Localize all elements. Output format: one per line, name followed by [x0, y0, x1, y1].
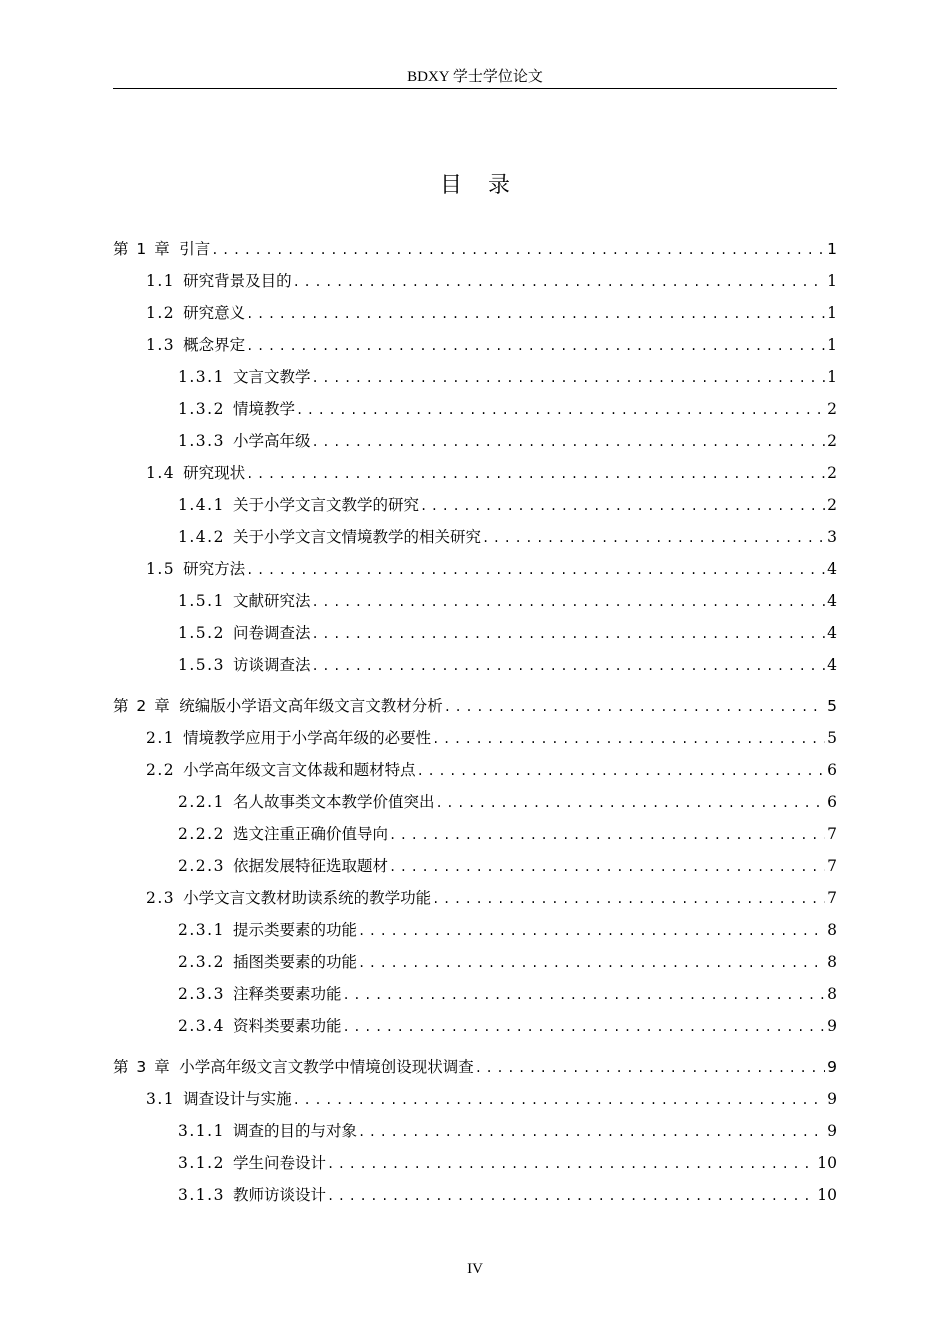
dot-leader	[311, 586, 825, 618]
toc-entry-page: 3	[827, 528, 837, 546]
toc-entry-page: 1	[827, 272, 837, 290]
toc-entry-number: 1.3.2	[178, 400, 225, 418]
dot-leader	[311, 618, 825, 650]
dot-leader	[389, 851, 825, 883]
toc-entry-page: 10	[817, 1154, 837, 1172]
dot-leader	[358, 1116, 825, 1148]
toc-entry-number: 1.4	[146, 464, 176, 482]
toc-entry-page: 8	[827, 985, 837, 1003]
toc-entry-number: 1.3	[146, 336, 176, 354]
toc-entry-number: 第 3 章	[113, 1058, 172, 1076]
toc-entry-number: 1.3.3	[178, 432, 225, 450]
toc-entry-label: 关于小学文言文教学的研究	[232, 496, 419, 514]
toc-entry[interactable]	[113, 1179, 837, 1211]
toc-entry-number: 1.4.1	[178, 496, 225, 514]
toc-entry[interactable]	[113, 914, 837, 946]
toc-entry-page: 2	[827, 496, 837, 514]
toc-entry[interactable]	[113, 649, 837, 681]
toc-entry-number: 3.1.3	[178, 1186, 225, 1204]
dot-leader	[246, 298, 825, 330]
toc-entry-number: 2.2.1	[178, 793, 225, 811]
toc-entry[interactable]	[113, 265, 837, 297]
toc-entry-number: 1.1	[146, 272, 176, 290]
toc-entry[interactable]	[113, 850, 837, 882]
toc-entry-label: 统编版小学语文高年级文言文教材分析	[179, 697, 443, 715]
toc-entry-number: 1.5	[146, 560, 176, 578]
toc-entry-page: 7	[827, 889, 837, 907]
toc-entry-label: 小学高年级	[232, 432, 311, 450]
toc-entry-page: 2	[827, 400, 837, 418]
toc-entry-number: 2.3.1	[178, 921, 225, 939]
toc-entry-page: 2	[827, 464, 837, 482]
toc-entry-label: 调查设计与实施	[183, 1090, 292, 1108]
toc-entry-page: 6	[827, 761, 837, 779]
dot-leader	[342, 979, 825, 1011]
toc-entry[interactable]	[113, 1115, 837, 1147]
dot-leader	[327, 1148, 815, 1180]
dot-leader	[420, 490, 825, 522]
toc-entry-page: 2	[827, 432, 837, 450]
toc-entry-number: 2.3.3	[178, 985, 225, 1003]
toc-entry-number: 1.5.3	[178, 656, 225, 674]
table-of-contents	[113, 233, 837, 1211]
toc-entry-label: 资料类要素功能	[232, 1017, 342, 1035]
toc-entry-label: 文献研究法	[232, 592, 311, 610]
toc-entry-label: 访谈调查法	[232, 656, 311, 674]
toc-entry-page: 1	[827, 368, 837, 386]
dot-leader	[246, 458, 825, 490]
dot-leader	[327, 1180, 815, 1212]
dot-leader	[296, 394, 825, 426]
toc-entry[interactable]	[113, 425, 837, 457]
toc-entry-label: 关于小学文言文情境教学的相关研究	[232, 528, 481, 546]
toc-entry-number: 1.5.1	[178, 592, 225, 610]
toc-entry-page: 4	[827, 592, 837, 610]
toc-entry-number: 1.4.2	[178, 528, 225, 546]
toc-entry[interactable]	[113, 978, 837, 1010]
toc-entry-page: 9	[827, 1122, 837, 1140]
toc-entry-number: 3.1.1	[178, 1122, 225, 1140]
toc-entry-page: 1	[827, 304, 837, 322]
toc-entry[interactable]	[113, 297, 837, 329]
dot-leader	[358, 947, 825, 979]
toc-entry-number: 第 1 章	[113, 240, 172, 258]
toc-entry-label: 情境教学	[232, 400, 295, 418]
toc-entry-label: 提示类要素的功能	[232, 921, 357, 939]
toc-entry-label: 研究背景及目的	[183, 272, 292, 290]
toc-entry-number: 1.2	[146, 304, 176, 322]
toc-title	[113, 168, 837, 204]
toc-entry-number: 3.1	[146, 1090, 176, 1108]
header-rule	[113, 88, 837, 89]
toc-entry-label: 小学高年级文言文体裁和题材特点	[183, 761, 416, 779]
toc-entry-label: 依据发展特征选取题材	[232, 857, 388, 875]
dot-leader	[435, 787, 825, 819]
dot-leader	[432, 883, 825, 915]
toc-entry-label: 教师访谈设计	[232, 1186, 326, 1204]
toc-entry[interactable]	[113, 1083, 837, 1115]
dot-leader	[246, 554, 825, 586]
toc-entry[interactable]	[113, 818, 837, 850]
toc-entry-label: 研究现状	[183, 464, 246, 482]
toc-entry[interactable]	[113, 946, 837, 978]
toc-entry-page: 4	[827, 624, 837, 642]
toc-entry-number: 2.3.2	[178, 953, 225, 971]
toc-entry-page: 10	[817, 1186, 837, 1204]
toc-entry[interactable]	[113, 521, 837, 553]
toc-entry-number: 2.2.2	[178, 825, 225, 843]
toc-entry-page: 7	[827, 825, 837, 843]
toc-entry[interactable]	[113, 489, 837, 521]
toc-entry-label: 概念界定	[183, 336, 246, 354]
toc-entry[interactable]	[113, 553, 837, 585]
page-number: IV	[467, 1261, 483, 1277]
toc-entry-label: 研究方法	[183, 560, 246, 578]
toc-entry-label: 情境教学应用于小学高年级的必要性	[183, 729, 432, 747]
toc-entry-page: 9	[827, 1017, 837, 1035]
dot-leader	[293, 266, 825, 298]
toc-entry[interactable]	[113, 1010, 837, 1042]
toc-entry[interactable]	[113, 329, 837, 361]
dot-leader	[358, 915, 825, 947]
toc-entry-page: 8	[827, 953, 837, 971]
toc-entry[interactable]	[113, 233, 837, 265]
toc-entry-label: 注释类要素功能	[232, 985, 342, 1003]
toc-entry[interactable]	[113, 393, 837, 425]
toc-entry[interactable]	[113, 1051, 837, 1083]
dot-leader	[293, 1084, 825, 1116]
toc-entry[interactable]	[113, 754, 837, 786]
toc-entry-number: 2.3.4	[178, 1017, 225, 1035]
toc-entry-page: 4	[827, 656, 837, 674]
toc-entry-label: 问卷调查法	[232, 624, 311, 642]
toc-entry-page: 1	[827, 336, 837, 354]
toc-entry-page: 7	[827, 857, 837, 875]
toc-title-char-2: 录	[488, 173, 511, 198]
toc-entry-page: 9	[827, 1090, 837, 1108]
toc-entry[interactable]	[113, 1147, 837, 1179]
dot-leader	[389, 819, 825, 851]
toc-entry[interactable]	[113, 722, 837, 754]
toc-entry-label: 小学文言文教材助读系统的教学功能	[183, 889, 432, 907]
toc-entry[interactable]	[113, 585, 837, 617]
toc-entry-label: 研究意义	[183, 304, 246, 322]
dot-leader	[246, 330, 825, 362]
toc-entry-number: 1.3.1	[178, 368, 225, 386]
toc-entry[interactable]	[113, 361, 837, 393]
toc-entry[interactable]	[113, 457, 837, 489]
toc-entry-label: 学生问卷设计	[232, 1154, 326, 1172]
toc-entry[interactable]	[113, 617, 837, 649]
toc-entry-label: 文言文教学	[232, 368, 311, 386]
toc-entry-page: 8	[827, 921, 837, 939]
toc-entry-label: 名人故事类文本教学价值突出	[232, 793, 435, 811]
dot-leader	[311, 650, 825, 682]
running-header: BDXY 学士学位论文	[407, 69, 543, 85]
dot-leader	[417, 755, 825, 787]
toc-entry-page: 6	[827, 793, 837, 811]
toc-entry-label: 选文注重正确价值导向	[232, 825, 388, 843]
toc-entry-number: 1.5.2	[178, 624, 225, 642]
toc-entry-label: 小学高年级文言文教学中情境创设现状调查	[179, 1058, 474, 1076]
toc-entry-number: 2.2.3	[178, 857, 225, 875]
toc-entry-number: 2.1	[146, 729, 176, 747]
toc-entry-label: 调查的目的与对象	[232, 1122, 357, 1140]
toc-entry-page: 9	[827, 1058, 837, 1076]
dot-leader	[211, 234, 825, 266]
toc-entry[interactable]	[113, 690, 837, 722]
toc-entry-number: 2.2	[146, 761, 176, 779]
toc-entry[interactable]	[113, 786, 837, 818]
toc-title-char-1: 目	[439, 173, 462, 198]
dot-leader	[444, 691, 825, 723]
toc-entry-number: 2.3	[146, 889, 176, 907]
toc-entry-page: 5	[827, 697, 837, 715]
toc-entry-label: 引言	[179, 240, 211, 258]
dot-leader	[311, 362, 825, 394]
dot-leader	[475, 1052, 825, 1084]
toc-entry-number: 3.1.2	[178, 1154, 225, 1172]
toc-entry-page: 4	[827, 560, 837, 578]
toc-entry[interactable]	[113, 882, 837, 914]
dot-leader	[311, 426, 825, 458]
dot-leader	[482, 522, 825, 554]
dot-leader	[342, 1011, 825, 1043]
dot-leader	[432, 723, 825, 755]
toc-entry-label: 插图类要素的功能	[232, 953, 357, 971]
toc-entry-page: 1	[827, 240, 837, 258]
toc-entry-number: 第 2 章	[113, 697, 172, 715]
toc-entry-page: 5	[827, 729, 837, 747]
